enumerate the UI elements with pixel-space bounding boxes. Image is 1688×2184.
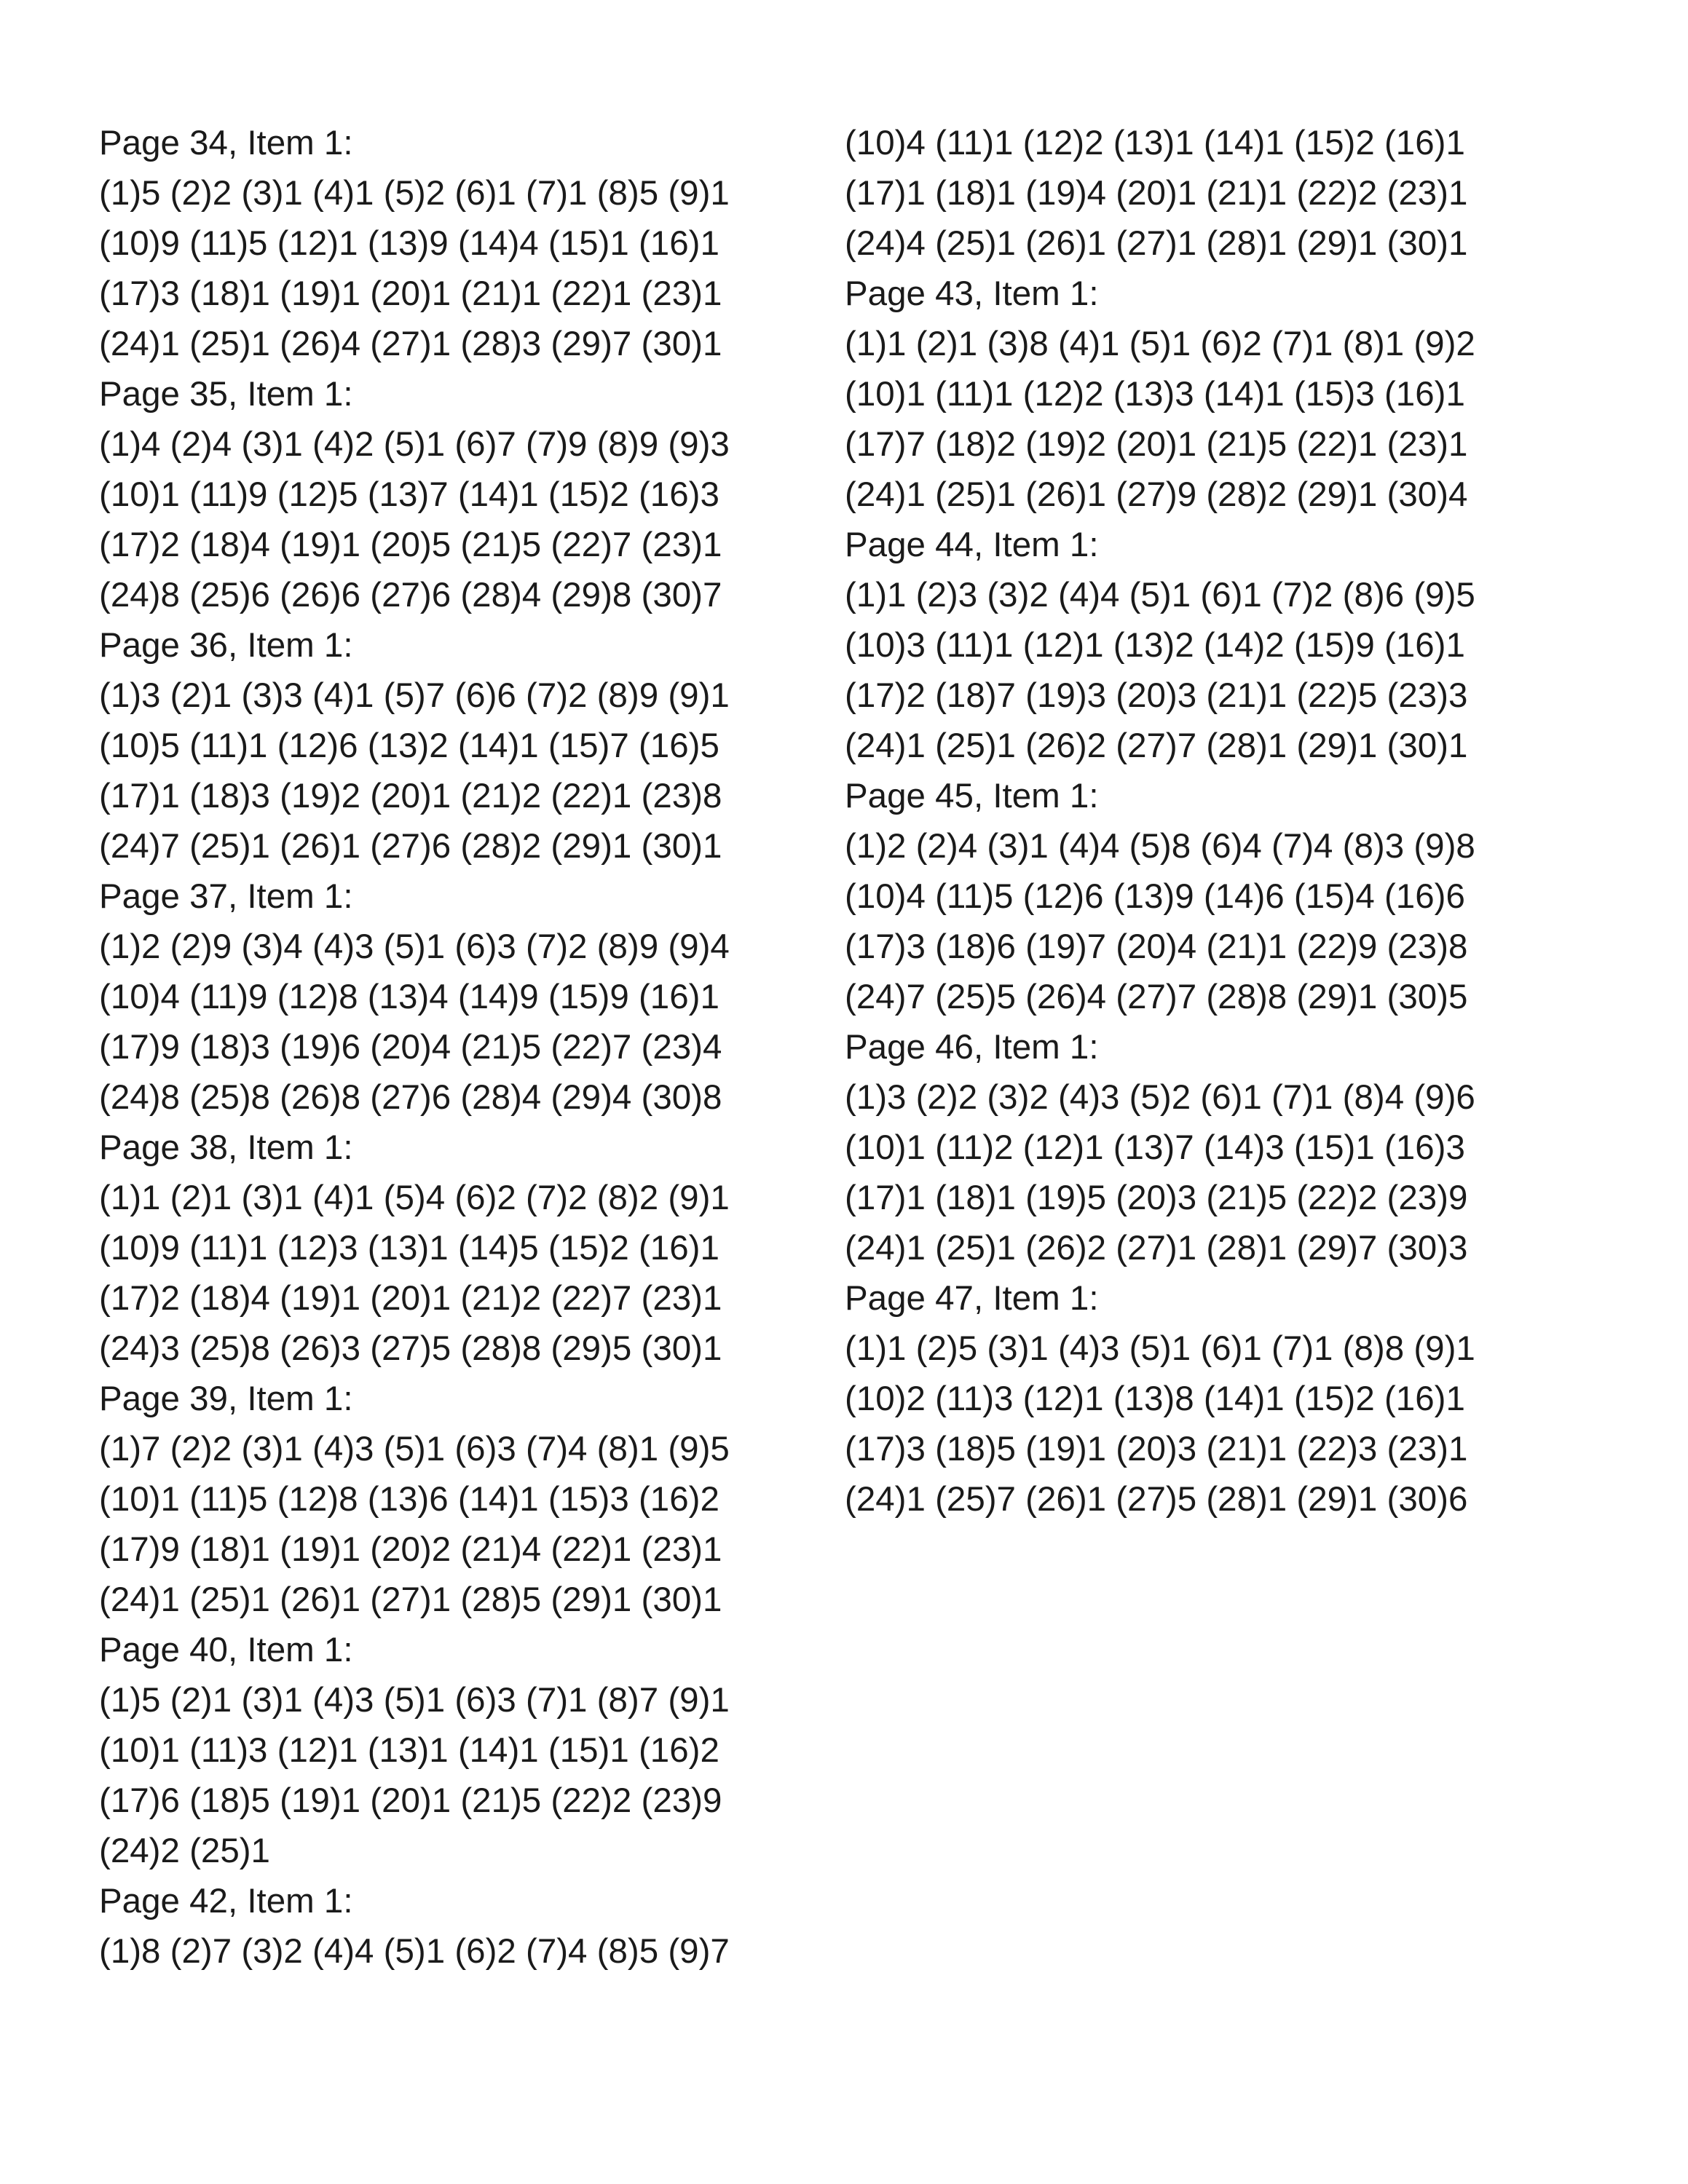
text-line: (17)7 (18)2 (19)2 (20)1 (21)5 (22)1 (23)1: [845, 425, 1468, 464]
text-line: (1)7 (2)2 (3)1 (4)3 (5)1 (6)3 (7)4 (8)1 (9)5: [99, 1430, 730, 1468]
text-line: (17)2 (18)4 (19)1 (20)1 (21)2 (22)7 (23)1: [99, 1279, 722, 1318]
text-line: (10)1 (11)3 (12)1 (13)1 (14)1 (15)1 (16)2: [99, 1731, 719, 1770]
text-line: Page 44, Item 1:: [845, 526, 1099, 564]
text-line: (24)8 (25)8 (26)8 (27)6 (28)4 (29)4 (30)8: [99, 1078, 722, 1117]
text-line: (24)7 (25)1 (26)1 (27)6 (28)2 (29)1 (30)1: [99, 827, 722, 866]
text-line: (24)2 (25)1: [99, 1832, 270, 1870]
text-line: (10)4 (11)1 (12)2 (13)1 (14)1 (15)2 (16)1: [845, 124, 1465, 162]
text-line: (1)1 (2)1 (3)1 (4)1 (5)4 (6)2 (7)2 (8)2 (9)1: [99, 1179, 730, 1217]
text-line: (17)6 (18)5 (19)1 (20)1 (21)5 (22)2 (23)9: [99, 1781, 722, 1820]
text-line: (10)1 (11)5 (12)8 (13)6 (14)1 (15)3 (16)2: [99, 1480, 719, 1519]
text-line: (17)9 (18)3 (19)6 (20)4 (21)5 (22)7 (23)4: [99, 1028, 722, 1067]
text-line: (17)9 (18)1 (19)1 (20)2 (21)4 (22)1 (23)1: [99, 1530, 722, 1569]
text-line: (1)5 (2)2 (3)1 (4)1 (5)2 (6)1 (7)1 (8)5 (9)1: [99, 174, 730, 213]
text-line: (1)1 (2)1 (3)8 (4)1 (5)1 (6)2 (7)1 (8)1 (9)2: [845, 325, 1475, 363]
text-line: (17)3 (18)1 (19)1 (20)1 (21)1 (22)1 (23)1: [99, 274, 722, 313]
text-line: Page 45, Item 1:: [845, 777, 1099, 815]
text-line: (1)1 (2)3 (3)2 (4)4 (5)1 (6)1 (7)2 (8)6 (9)5: [845, 576, 1475, 614]
text-line: Page 38, Item 1:: [99, 1128, 353, 1167]
text-line: (24)8 (25)6 (26)6 (27)6 (28)4 (29)8 (30)7: [99, 576, 722, 614]
text-line: (1)4 (2)4 (3)1 (4)2 (5)1 (6)7 (7)9 (8)9 (9)3: [99, 425, 730, 464]
text-line: (24)1 (25)7 (26)1 (27)5 (28)1 (29)1 (30)6: [845, 1480, 1468, 1519]
text-line: (10)1 (11)2 (12)1 (13)7 (14)3 (15)1 (16)3: [845, 1128, 1465, 1167]
text-line: (10)2 (11)3 (12)1 (13)8 (14)1 (15)2 (16)1: [845, 1380, 1465, 1418]
text-line: Page 37, Item 1:: [99, 877, 353, 916]
text-line: (17)3 (18)6 (19)7 (20)4 (21)1 (22)9 (23)8: [845, 927, 1468, 966]
text-line: (10)5 (11)1 (12)6 (13)2 (14)1 (15)7 (16)5: [99, 727, 719, 765]
text-line: (17)1 (18)1 (19)5 (20)3 (21)5 (22)2 (23)9: [845, 1179, 1468, 1217]
text-line: Page 36, Item 1:: [99, 626, 353, 665]
text-line: (10)4 (11)5 (12)6 (13)9 (14)6 (15)4 (16)6: [845, 877, 1465, 916]
text-line: Page 39, Item 1:: [99, 1380, 353, 1418]
text-line: (17)1 (18)1 (19)4 (20)1 (21)1 (22)2 (23)1: [845, 174, 1468, 213]
text-line: (24)1 (25)1 (26)1 (27)1 (28)5 (29)1 (30)1: [99, 1580, 722, 1619]
text-line: (10)3 (11)1 (12)1 (13)2 (14)2 (15)9 (16)1: [845, 626, 1465, 665]
text-line: (1)3 (2)2 (3)2 (4)3 (5)2 (6)1 (7)1 (8)4 (9)6: [845, 1078, 1475, 1117]
text-line: Page 43, Item 1:: [845, 274, 1099, 313]
text-line: (24)3 (25)8 (26)3 (27)5 (28)8 (29)5 (30)1: [99, 1329, 722, 1368]
text-line: (1)3 (2)1 (3)3 (4)1 (5)7 (6)6 (7)2 (8)9 (9)1: [99, 676, 730, 715]
text-line: Page 34, Item 1:: [99, 124, 353, 162]
text-line: (10)4 (11)9 (12)8 (13)4 (14)9 (15)9 (16)1: [99, 978, 719, 1016]
text-line: (10)9 (11)5 (12)1 (13)9 (14)4 (15)1 (16)1: [99, 224, 719, 263]
text-line: (17)3 (18)5 (19)1 (20)3 (21)1 (22)3 (23)1: [845, 1430, 1468, 1468]
text-line: (24)1 (25)1 (26)2 (27)7 (28)1 (29)1 (30)1: [845, 727, 1468, 765]
text-line: (1)5 (2)1 (3)1 (4)3 (5)1 (6)3 (7)1 (8)7 (9)1: [99, 1681, 730, 1720]
text-line: (17)2 (18)4 (19)1 (20)5 (21)5 (22)7 (23)1: [99, 526, 722, 564]
text-line: (1)8 (2)7 (3)2 (4)4 (5)1 (6)2 (7)4 (8)5 (9)7: [99, 1932, 730, 1971]
right-column: [845, 118, 1558, 1524]
text-line: Page 42, Item 1:: [99, 1882, 353, 1920]
text-line: Page 40, Item 1:: [99, 1631, 353, 1669]
left-column: [99, 118, 813, 1977]
text-line: (1)2 (2)4 (3)1 (4)4 (5)8 (6)4 (7)4 (8)3 (9)8: [845, 827, 1475, 866]
text-line: (24)7 (25)5 (26)4 (27)7 (28)8 (29)1 (30)5: [845, 978, 1468, 1016]
text-line: (10)1 (11)9 (12)5 (13)7 (14)1 (15)2 (16)3: [99, 475, 719, 514]
text-line: (10)9 (11)1 (12)3 (13)1 (14)5 (15)2 (16)1: [99, 1229, 719, 1267]
text-line: (24)4 (25)1 (26)1 (27)1 (28)1 (29)1 (30)1: [845, 224, 1468, 263]
text-line: Page 35, Item 1:: [99, 375, 353, 414]
text-line: (24)1 (25)1 (26)1 (27)9 (28)2 (29)1 (30)4: [845, 475, 1468, 514]
text-line: (24)1 (25)1 (26)2 (27)1 (28)1 (29)7 (30)3: [845, 1229, 1468, 1267]
text-line: (17)2 (18)7 (19)3 (20)3 (21)1 (22)5 (23)3: [845, 676, 1468, 715]
text-line: (10)1 (11)1 (12)2 (13)3 (14)1 (15)3 (16)1: [845, 375, 1465, 414]
text-line: (1)2 (2)9 (3)4 (4)3 (5)1 (6)3 (7)2 (8)9 (9)4: [99, 927, 730, 966]
text-line: Page 47, Item 1:: [845, 1279, 1099, 1318]
text-line: (1)1 (2)5 (3)1 (4)3 (5)1 (6)1 (7)1 (8)8 (9)1: [845, 1329, 1475, 1368]
text-line: Page 46, Item 1:: [845, 1028, 1099, 1067]
text-line: (17)1 (18)3 (19)2 (20)1 (21)2 (22)1 (23)8: [99, 777, 722, 815]
text-line: (24)1 (25)1 (26)4 (27)1 (28)3 (29)7 (30)1: [99, 325, 722, 363]
